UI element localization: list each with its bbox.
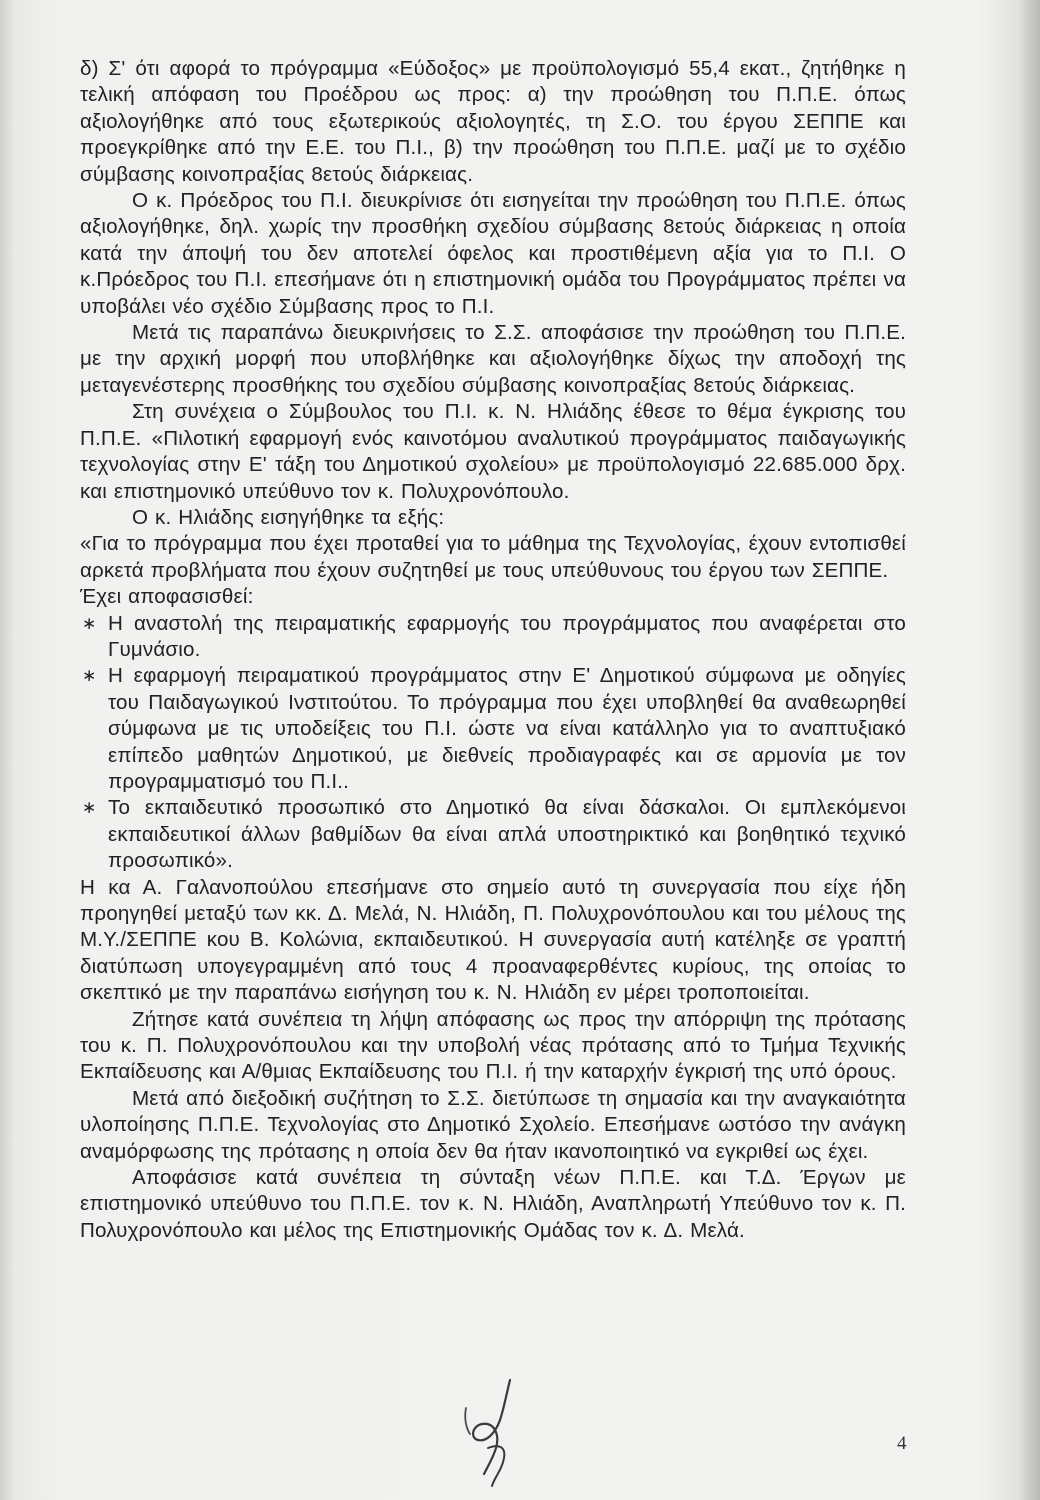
bullet-asterisk-icon: ∗ <box>82 798 97 818</box>
paragraph-quote-start: «Για το πρόγραμμα που έχει προταθεί για το μάθημα της Τεχνολογίας, έχουν εντοπισθεί αρκετά προβλήματα που έχουν συζητηθεί με τους υπεύθυνους του έργου των ΣΕΠΠΕ. <box>80 532 906 582</box>
paragraph-council-decision: Μετά τις παραπάνω διευκρινήσεις το Σ.Σ. αποφάσισε την προώθηση του Π.Π.Ε. με την αρχική μορφή που υποβλήθηκε και αξιολογήθηκε δίχως την αποδοχή της μεταγενέστερης προσθήκης του σχεδίου σύμβασης κοινοπραξίας 8ετούς διάρκειας. <box>80 321 906 397</box>
scan-edge-right <box>1018 0 1040 1500</box>
document-body <box>80 56 906 1244</box>
handwritten-signature <box>448 1378 538 1488</box>
paragraph-final-decision: Αποφάσισε κατά συνέπεια τη σύνταξη νέων Π.Π.Ε. και Τ.Δ. Έργων με επιστημονικό υπεύθυνο του Π.Π.Ε. τον κ. Ν. Ηλιάδη, Αναπληρωτή Υπεύθυνο τον κ. Π. Πολυχρονόπουλο και μέλος της Επιστημονικής Ομάδας τον κ. Δ. Μελά. <box>80 1166 906 1242</box>
page-number: 4 <box>897 1433 907 1454</box>
bullet-asterisk-icon: ∗ <box>82 666 97 686</box>
paragraph-request-decision: Ζήτησε κατά συνέπεια τη λήψη απόφασης ως προς την απόρριψη της πρότασης του κ. Π. Πολυχρονόπουλου και την υποβολή νέας πρότασης από το Τμήμα Τεχνικής Εκπαίδευσης και Α/θμιας Εκπαίδευσης του Π.Ι. ή την καταρχήν έγκρισή της υπό όρους. <box>80 1007 906 1084</box>
list-item-text: Το εκπαιδευτικό προσωπικό στο Δημοτικό θα είναι δάσκαλοι. Οι εμπλεκόμενοι εκπαιδευτικοί άλλων βαθμίδων θα είναι απλά υποστηρικτικό και βοηθητικό τεχνικό προσωπικό». <box>108 796 906 873</box>
paragraph-eudoxos: δ) Σ' ότι αφορά το πρόγραμμα «Εύδοξος» με προϋπολογισμό 55,4 εκατ., ζητήθηκε η τελική απόφαση του Προέδρου ως προς: α) την προώθηση του Π.Π.Ε. όπως αξιολογήθηκε από τους εξωτερικούς αξιολογητές, τη Σ.Ο. του έργου ΣΕΠΠΕ και προεγκρίθηκε από την Ε.Ε. του Π.Ι., β) την προώθηση του Π.Π.Ε. μαζί με το σχέδιο σύμβασης κοινοπραξίας 8ετούς διάρκειας. <box>80 57 906 186</box>
list-item-text: Η εφαρμογή πειραματικού προγράμματος στην Ε' Δημοτικού σύμφωνα με οδηγίες του Παιδαγωγικού Ινστιτούτου. Το πρόγραμμα που έχει υποβληθεί θα αναθεωρηθεί σύμφωνα με τις υποδείξεις του Π.Ι. ώστε να είναι κατάλληλο για το αναπτυξιακό επίπεδο μαθητών Δημοτικού, με διεθνείς προδιαγραφές και σε αρμονία με τον προγραμματισμό του Π.Ι.. <box>108 664 906 793</box>
list-item <box>80 663 906 795</box>
list-item <box>80 611 906 664</box>
paragraph-iliadis-topic: Στη συνέχεια ο Σύμβουλος του Π.Ι. κ. Ν. Ηλιάδης έθεσε το θέμα έγκρισης του Π.Π.Ε. «Πιλοτική εφαρμογή ενός καινοτόμου αναλυτικού προγράμματος παιδαγωγικής τεχνολογίας στην Ε' τάξη του Δημοτικού σχολείου» με προϋπολογισμό 22.685.000 δρχ. και επιστημονικό υπεύθυνο τον κ. Πολυχρονόπουλο. <box>80 400 906 503</box>
paragraph-discussion: Μετά από διεξοδική συζήτηση το Σ.Σ. διετύπωσε τη σημασία και την αναγκαιότητα υλοποίησης Π.Π.Ε. Τεχνολογίας στο Δημοτικό Σχολείο. Επεσήμανε ωστόσο την ανάγκη αναμόρφωσης της πρότασης η οποία δεν θα ήταν ικανοποιητικό να εγκριθεί ως έχει. <box>80 1086 906 1163</box>
paragraph-iliadis-proposal-intro: Ο κ. Ηλιάδης εισηγήθηκε τα εξής: <box>132 505 445 529</box>
decision-list <box>80 611 906 875</box>
bullet-asterisk-icon: ∗ <box>82 613 97 633</box>
paragraph-decided: Έχει αποφασισθεί: <box>80 585 254 609</box>
scan-edge-left <box>0 0 14 1500</box>
list-item <box>80 795 906 874</box>
paragraph-president-clarification: Ο κ. Πρόεδρος του Π.Ι. διευκρίνισε ότι εισηγείται την προώθηση του Π.Π.Ε. όπως αξιολογήθηκε, δηλ. χωρίς την προσθήκη σχεδίου σύμβασης 8ετούς διάρκειας η οποία κατά την άποψή του δεν αποτελεί όφελος και προστιθέμενη αξία για το Π.Ι. Ο κ.Πρόεδρος του Π.Ι. επεσήμανε ότι η επιστημονική ομάδα του Προγράμματος πρέπει να υποβάλει νέο σχέδιο Σύμβασης προς το Π.Ι. <box>80 189 906 318</box>
list-item-text: Η αναστολή της πειραματικής εφαρμογής του προγράμματος που αναφέρεται στο Γυμνάσιο. <box>108 611 906 661</box>
paragraph-galanopoulou: Η κα Α. Γαλανοπούλου επεσήμανε στο σημείο αυτό τη συνεργασία που είχε ήδη προηγηθεί μεταξύ των κκ. Δ. Μελά, Ν. Ηλιάδη, Π. Πολυχρονόπουλου και του μέλους της Μ.Υ./ΣΕΠΠΕ κου Β. Κολώνια, εκπαιδευτικού. Η συνεργασία αυτή κατέληξε σε γραπτή διατύπωση υπογεγραμμένη από τους 4 προαναφερθέντες κυρίους, της οποίας το σκεπτικό με την παραπάνω εισήγηση του κ. Ν. Ηλιάδη εν μέρει τροποποιείται. <box>80 875 906 1005</box>
